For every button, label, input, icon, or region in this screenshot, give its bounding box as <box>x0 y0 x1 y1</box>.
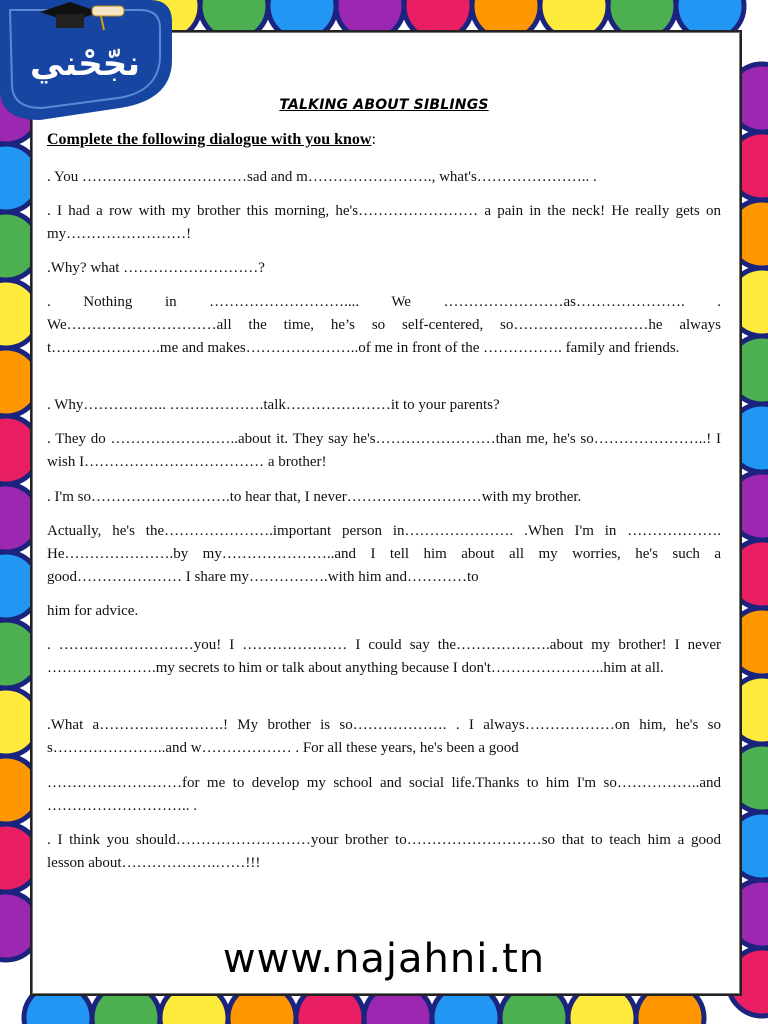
logo-text: نجّحْني <box>29 44 141 84</box>
instructions-colon: : <box>371 131 376 148</box>
dialogue-line-4: . Nothing in ……………………….... We ……………………as…………………. . We…………………………all the time, he’s so self-centered, so………………………he always t………………….me and makes…………………..of me in front of the ……………. family and friends. <box>47 294 721 356</box>
dialogue-line-1: . You ……………………………sad and m……………………., what's………………….. . <box>47 169 597 185</box>
dialogue-line-10: . ………………………you! I ………………… I could say the……………….about my brother! I never ………………….my secrets to him or talk about anything because I don't…………………..him at all. <box>47 637 721 676</box>
dialogue-line-2: . I had a row with my brother this morning, he's…………………… a pain in the neck! He really gets on my……………………! <box>47 203 721 242</box>
dialogue-line-6: . They do ……………………..about it. They say he's……………………than me, he's so…………………..! I wish I……………………………… a brother! <box>47 431 721 470</box>
worksheet-title: TALKING ABOUT SIBLINGS <box>279 97 489 113</box>
dialogue-line-7: . I'm so……………………….to hear that, I never………………………with my brother. <box>47 489 582 505</box>
dialogue-line-9: him for advice. <box>47 603 139 619</box>
dialogue-line-13: . I think you should………………………your brother to………………………so that to teach him a good lesson about……………….……!!! <box>47 832 721 871</box>
dialogue-line-8: Actually, he's the………………….important person in…………………. .When I'm in ………………. He………………….by my…………………..and I tell him about all my worries, he's such a good………………… I share my…………….with him and…………to <box>47 523 721 585</box>
dialogue-line-11: .What a…………………….! My brother is so………………. . I always………………on him, he's so s…………………..and w……………… . For all these years, he's been a good <box>47 717 721 756</box>
footer-website-url: www.najahni.tn <box>222 936 546 982</box>
instructions-text: Complete the following dialogue with you know <box>47 131 372 148</box>
instructions <box>47 131 376 149</box>
dialogue-line-12: ………………………for me to develop my school and social life.Thanks to him I'm so……………..and ……………………….. . <box>47 775 721 814</box>
dialogue-line-5: . Why…………….. ……………….talk…………………it to your parents? <box>47 397 500 413</box>
dialogue-line-3: .Why? what ………………………? <box>47 260 265 276</box>
